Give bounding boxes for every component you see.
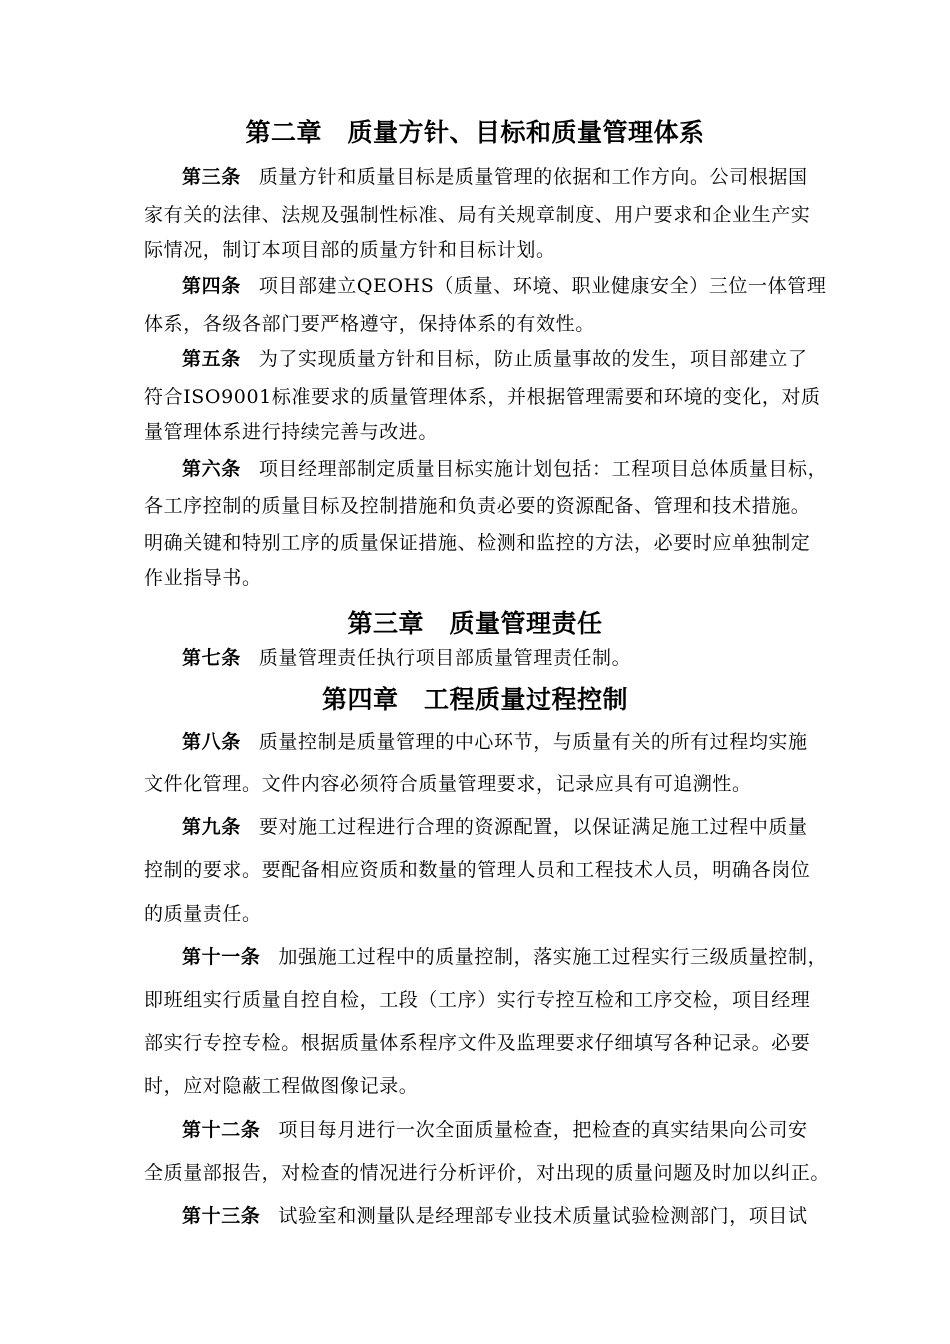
article-label: 第八条 [182, 731, 241, 753]
article-label: 第四条 [182, 275, 241, 297]
article-label: 第十三条 [182, 1205, 261, 1227]
article-label: 第六条 [182, 458, 241, 480]
article-label: 第九条 [182, 816, 241, 838]
article-label: 第十二条 [182, 1119, 261, 1141]
article-text: 加强施工过程中的质量控制，落实施工过程实行三级质量控制， [278, 946, 828, 968]
article-text: 量管理体系进行持续完善与改进。 [144, 421, 439, 443]
article-text: 作业指导书。 [144, 567, 262, 589]
article-11 [182, 945, 828, 969]
article-text: 家有关的法律、法规及强制性标准、局有关规章制度、用户要求和企业生产实 [144, 204, 811, 226]
article-6 [182, 457, 828, 481]
article-text: 部实行专控专检。根据质量体系程序文件及监理要求仔细填写各种记录。必要 [144, 1032, 811, 1054]
article-5 [182, 347, 822, 371]
chapter-2-heading: 第二章 质量方针、目标和质量管理体系 [245, 118, 705, 147]
article-text: 项目每月进行一次全面质量检查，把检查的真实结果向公司安 [278, 1119, 808, 1141]
chapter-3-heading: 第三章 质量管理责任 [347, 609, 603, 638]
article-text: 际情况，制订本项目部的质量方针和目标计划。 [144, 239, 556, 261]
article-4 [182, 274, 827, 298]
article-text: 质量方针和质量目标是质量管理的依据和工作方向。公司根据国 [258, 166, 808, 188]
article-text: 试验室和测量队是经理部专业技术质量试验检测部门，项目试 [278, 1205, 808, 1227]
article-text: 符合ISO9001标准要求的质量管理体系，并根据管理需要和环境的变化，对质 [144, 386, 821, 408]
article-text: 明确关键和特别工序的质量保证措施、检测和监控的方法，必要时应单独制定 [144, 532, 811, 554]
article-text: 要对施工过程进行合理的资源配置，以保证满足施工过程中质量 [258, 816, 808, 838]
article-text: 的质量责任。 [144, 903, 262, 925]
article-label: 第五条 [182, 348, 241, 370]
article-label: 第十一条 [182, 946, 261, 968]
article-7 [182, 646, 822, 670]
article-label: 第三条 [182, 166, 241, 188]
article-13 [182, 1204, 822, 1228]
article-text: 时，应对隐蔽工程做图像记录。 [144, 1075, 419, 1097]
article-text: 各工序控制的质量目标及控制措施和负责必要的资源配备、管理和技术措施。 [144, 495, 811, 517]
article-label: 第七条 [182, 647, 241, 669]
chapter-4-heading: 第四章 工程质量过程控制 [321, 685, 628, 714]
article-text: 为了实现质量方针和目标，防止质量事故的发生，项目部建立了 [258, 348, 808, 370]
article-text: 文件化管理。文件内容必须符合质量管理要求，记录应具有可追溯性。 [144, 773, 752, 795]
article-text: 体系，各级各部门要严格遵守，保持体系的有效性。 [144, 313, 595, 335]
article-text: 质量控制是质量管理的中心环节，与质量有关的所有过程均实施 [258, 731, 808, 753]
article-text: 即班组实行质量自控自检，工段（工序）实行专控互检和工序交检，项目经理 [144, 989, 811, 1011]
article-text: 质量管理责任执行项目部质量管理责任制。 [258, 647, 632, 669]
article-text: 项目部建立QEOHS（质量、环境、职业健康安全）三位一体管理 [258, 275, 827, 297]
article-text: 全质量部报告，对检查的情况进行分析评价，对出现的质量问题及时加以纠正。 [144, 1162, 831, 1184]
article-8 [182, 730, 822, 754]
article-text: 控制的要求。要配备相应资质和数量的管理人员和工程技术人员，明确各岗位 [144, 859, 811, 881]
article-text: 项目经理部制定质量目标实施计划包括：工程项目总体质量目标， [258, 458, 828, 480]
article-3 [182, 165, 822, 189]
article-12 [182, 1118, 822, 1142]
article-9 [182, 815, 822, 839]
